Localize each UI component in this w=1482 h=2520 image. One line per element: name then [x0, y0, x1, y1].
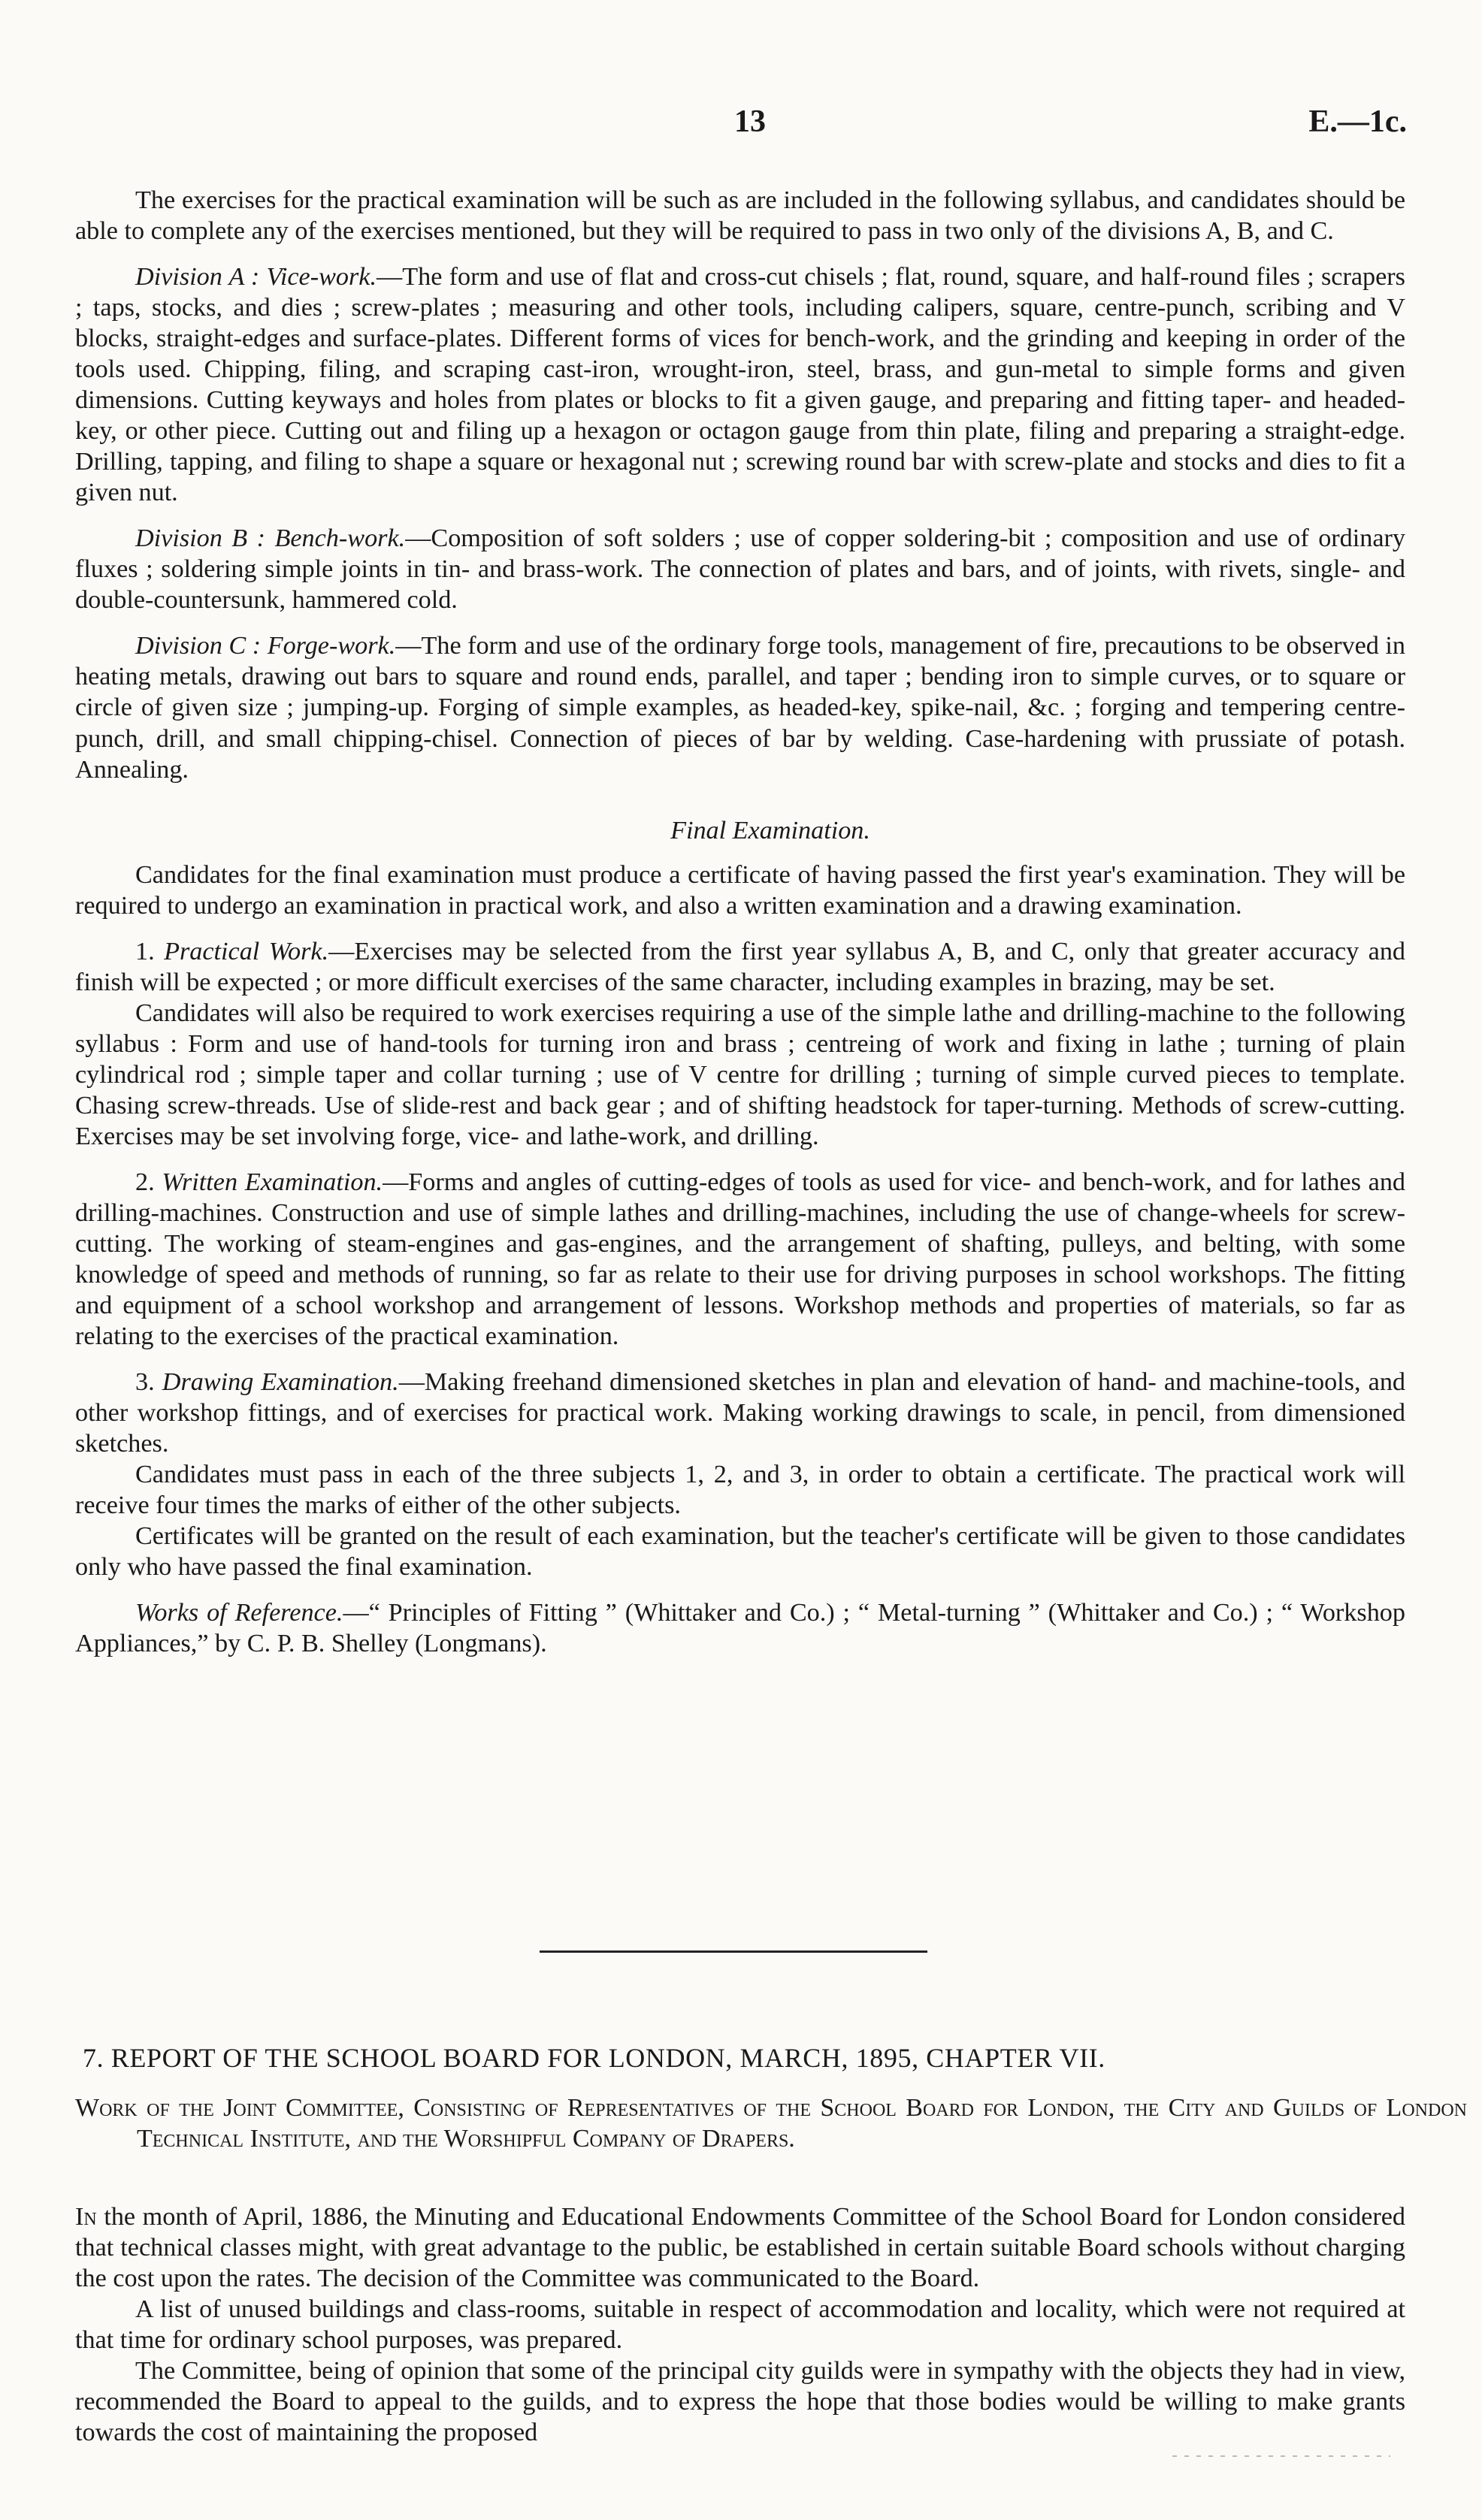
- section-7-title: 7. REPORT OF THE SCHOOL BOARD FOR LONDON, MARCH, 1895, CHAPTER VII.: [83, 2043, 1105, 2073]
- division-c-paragraph: [75, 630, 1405, 784]
- written-examination-heading: Written Examination.: [162, 1168, 383, 1196]
- works-of-reference-paragraph: [75, 1597, 1405, 1659]
- drawing-examination-text: —Making freehand dimensioned sketches in plan and elevation of hand- and machine-tools, and other workshop fittings, and of exercises for practical work. Making working drawings to scale, in pencil, from dimensioned sketches.: [75, 1368, 1406, 1458]
- certificate-paragraph: Certificates will be granted on the result of each examination, but the teacher's certificate will be given to those candidates only who have passed the final examination.: [75, 1522, 1405, 1582]
- drawing-examination-heading: Drawing Examination.: [162, 1368, 399, 1397]
- item-1-number: 1.: [135, 937, 165, 965]
- section-7-paragraph-2: A list of unused buildings and class-rooms, suitable in respect of accommodation and locality, which were not required at that time for ordinary school purposes, was prepared.: [75, 2295, 1405, 2355]
- division-c-text: —The form and use of the ordinary forge tools, management of fire, precautions to be observed in heating metals, drawing out bars to square and round ends, parallel, and taper ; bending iron to simple curves, or to square or circle of given size ; jumping-up. Forging of simple examples, as headed-key, spike-nail, &c. ; forging and tempering centre-punch, drill, and small chipping-chisel. Connection of pieces of bar by welding. Case-hardening with prussiate of potash. Annealing.: [75, 632, 1405, 784]
- section-7-body: [75, 2201, 1405, 2448]
- section-7-lead-word: In: [75, 2203, 97, 2231]
- practical-work-heading: Practical Work.: [164, 937, 329, 965]
- written-examination-text: —Forms and angles of cutting-edges of tools as used for vice- and bench-work, and for lathes and drilling-machines. Construction and use of simple lathes and drilling-machines, including the use of change-wheels for screw-cutting. The working of steam-engines and gas-engines, and the arrangement of shafting, pulleys, and belting, with some knowledge of speed and methods of running, so far as relate to their use for driving purposes in school workshops. The fitting and equipment of a school workshop and arrangement of lessons. Workshop methods and properties of materials, so far as relating to the exercises of the practical examination.: [75, 1168, 1406, 1351]
- division-b-text: —Composition of soft solders ; use of copper soldering-bit ; composition and use of ordinary fluxes ; soldering simple joints in tin- and brass-work. The connection of plates and bars, and of joints, with rivets, single- and double-countersunk, hammered cold.: [75, 524, 1406, 615]
- practical-work-continuation: Candidates will also be required to work exercises requiring a use of the simple lathe and drilling-machine to the following syllabus : Form and use of hand-tools for turning iron and brass ; centreing of work and fixing in lathe ; turning of plain cylindrical rod ; simple taper and collar turning ; use of V centre for drilling ; turning of simple curved pieces to template. Chasing screw-threads. Use of slide-rest and back gear ; and of shifting headstock for taper-turning. Methods of screw-cutting. Exercises may be set involving forge, vice- and lathe-work, and drilling.: [75, 999, 1405, 1150]
- section-7-paragraph-1-text: the month of April, 1886, the Minuting and Educational Endowments Committee of the School Board for London considered that technical classes might, with great advantage to the public, be established in certain suitable Board schools without charging the cost upon the rates. The decision of the Committee was communicated to the Board.: [75, 2203, 1405, 2293]
- item-3-number: 3.: [135, 1368, 162, 1397]
- written-examination-paragraph: [75, 1167, 1405, 1352]
- intro-paragraph: The exercises for the practical examination will be such as are included in the following syllabus, and candidates should be able to complete any of the exercises mentioned, but they will be required to pass in two only of the divisions A, B, and C.: [75, 186, 1405, 246]
- page-number: 13: [734, 104, 766, 139]
- practical-work-paragraph: [75, 936, 1405, 998]
- division-b-paragraph: [75, 523, 1405, 615]
- syllabus-body: [75, 185, 1405, 1659]
- works-of-reference-text: —“ Principles of Fitting ” (Whittaker and Co.) ; “ Metal-turning ” (Whittaker and Co.) ; “ Workshop Appliances,” by C. P. B. Shelley (Longmans).: [75, 1599, 1405, 1658]
- division-b-heading: Division B : Bench-work.: [135, 524, 406, 553]
- document-code: E.—1c.: [1308, 104, 1407, 139]
- section-divider-rule: [540, 1950, 927, 1953]
- section-7-paragraph-1: [75, 2201, 1405, 2294]
- practical-work-text: —Exercises may be selected from the first year syllabus A, B, and C, only that greater accuracy and finish will be expected ; or more difficult exercises of the same character, including examples in brazing, may be set.: [75, 937, 1406, 996]
- division-c-heading: Division C : Forge-work.: [135, 632, 396, 660]
- print-smudge-mark: [1172, 2455, 1390, 2457]
- item-2-number: 2.: [135, 1168, 162, 1196]
- division-a-text: —The form and use of flat and cross-cut chisels ; flat, round, square, and half-round files ; scrapers ; taps, stocks, and dies ; screw-plates ; measuring and other tools, including calipers, square, centre-punch, scribing and V blocks, straight-edges and surface-plates. Different forms of vices for bench-work, and the grinding and keeping in order of the tools used. Chipping, filing, and scraping cast-iron, wrought-iron, steel, brass, and gun-metal to simple forms and given dimensions. Cutting keyways and holes from plates or blocks to fit a given gauge, and preparing and fitting taper- and headed-key, or other piece. Cutting out and filing up a hexagon or octagon gauge from thin plate, filing and preparing a straight-edge. Drilling, tapping, and filing to shape a square or hexagonal nut ; screwing round bar with screw-plate and stocks and dies to fit a given nut.: [75, 263, 1405, 507]
- section-7-subtitle: Work of the Joint Committee, Consisting of Representatives of the School Board for London, the City and Guilds of London Technical Institute, and the Worshipful Company of Drapers.: [75, 2094, 1467, 2153]
- final-examination-heading: Final Examination.: [670, 816, 870, 845]
- pass-requirement-paragraph: Candidates must pass in each of the three subjects 1, 2, and 3, in order to obtain a certificate. The practical work will receive four times the marks of either of the other subjects.: [75, 1461, 1405, 1520]
- section-7-paragraph-3: The Committee, being of opinion that some of the principal city guilds were in sympathy with the objects they had in view, recommended the Board to appeal to the guilds, and to express the hope that those bodies would be willing to make grants towards the cost of maintaining the proposed: [75, 2357, 1405, 2447]
- final-intro-paragraph: Candidates for the final examination must produce a certificate of having passed the first year's examination. They will be required to undergo an examination in practical work, and also a written examination and a drawing examination.: [75, 860, 1405, 920]
- drawing-examination-paragraph: [75, 1367, 1405, 1459]
- works-of-reference-heading: Works of Reference.: [135, 1599, 343, 1627]
- division-a-paragraph: [75, 261, 1405, 508]
- division-a-heading: Division A : Vice-work.: [135, 263, 377, 292]
